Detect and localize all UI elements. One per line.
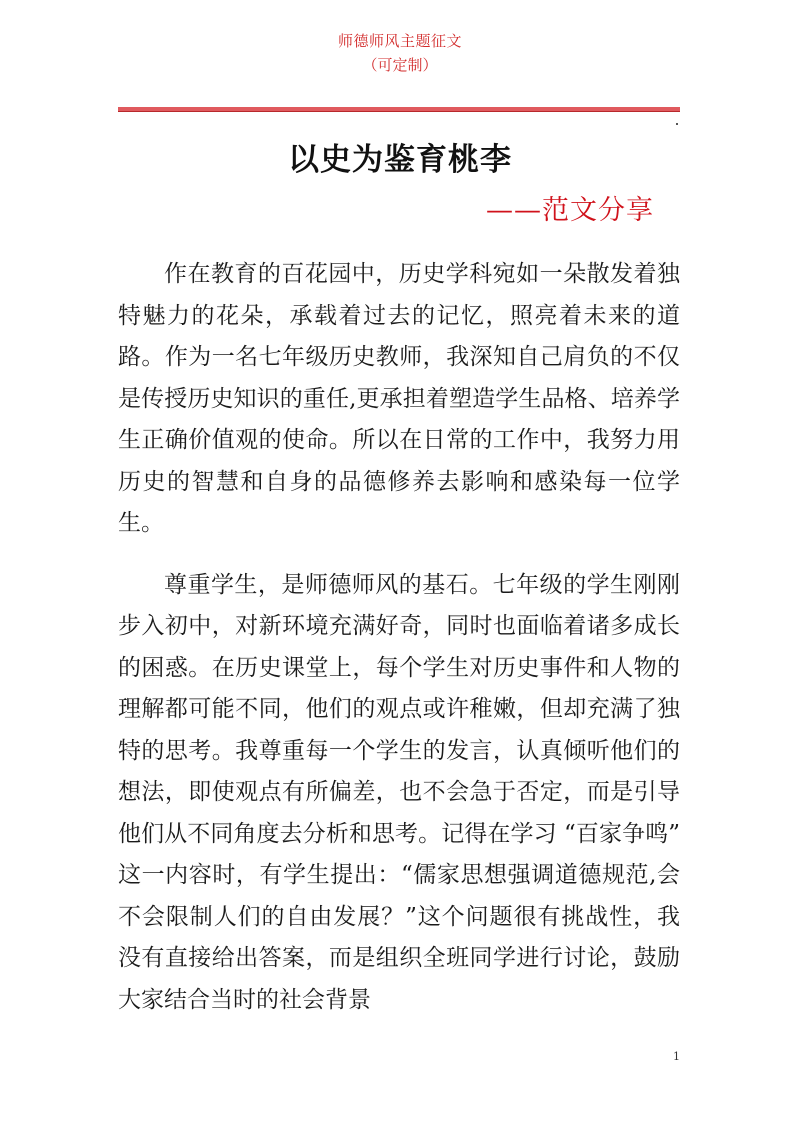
document-title: 以史为鉴育桃李 — [288, 142, 512, 178]
page-header — [0, 30, 800, 76]
document-body — [118, 254, 680, 1021]
paragraph: 尊重学生，是师德师风的基石。七年级的学生刚刚步入初中，对新环境充满好奇，同时也面临着诸多成长的困惑。在历史课堂上，每个学生对历史事件和人物的理解都可能不同，他们的观点或许稚嫩，但却充满了独特的思考。我尊重每一个学生的发言，认真倾听他们的想法，即使观点有所偏差，也不会急于否定，而是引导他们从不同角度去分析和思考。记得在学习 “百家争鸣” 这一内容时，有学生提出：“儒家思想强调道德规范,会不会限制人们的自由发展？”这个问题很有挑战性，我没有直接给出答案，而是组织全班同学进行讨论，鼓励大家结合当时的社会背景 — [118, 571, 680, 1013]
header-title: 师德师风主题征文 — [337, 32, 462, 50]
page-number: 1 — [673, 1050, 680, 1063]
header-subtitle: （可定制） — [362, 56, 438, 74]
header-divider — [118, 107, 680, 112]
document-byline: ——范文分享 — [486, 195, 654, 226]
corner-mark — [676, 123, 678, 125]
paragraph: 作在教育的百花园中，历史学科宛如一朵散发着独特魅力的花朵，承载着过去的记忆，照亮着未来的道路。作为一名七年级历史教师，我深知自己肩负的不仅是传授历史知识的重任,更承担着塑造学生品格、培养学生正确价值观的使命。所以在日常的工作中，我努力用历史的智慧和自身的品德修养去影响和感染每一位学生。 — [118, 261, 680, 536]
